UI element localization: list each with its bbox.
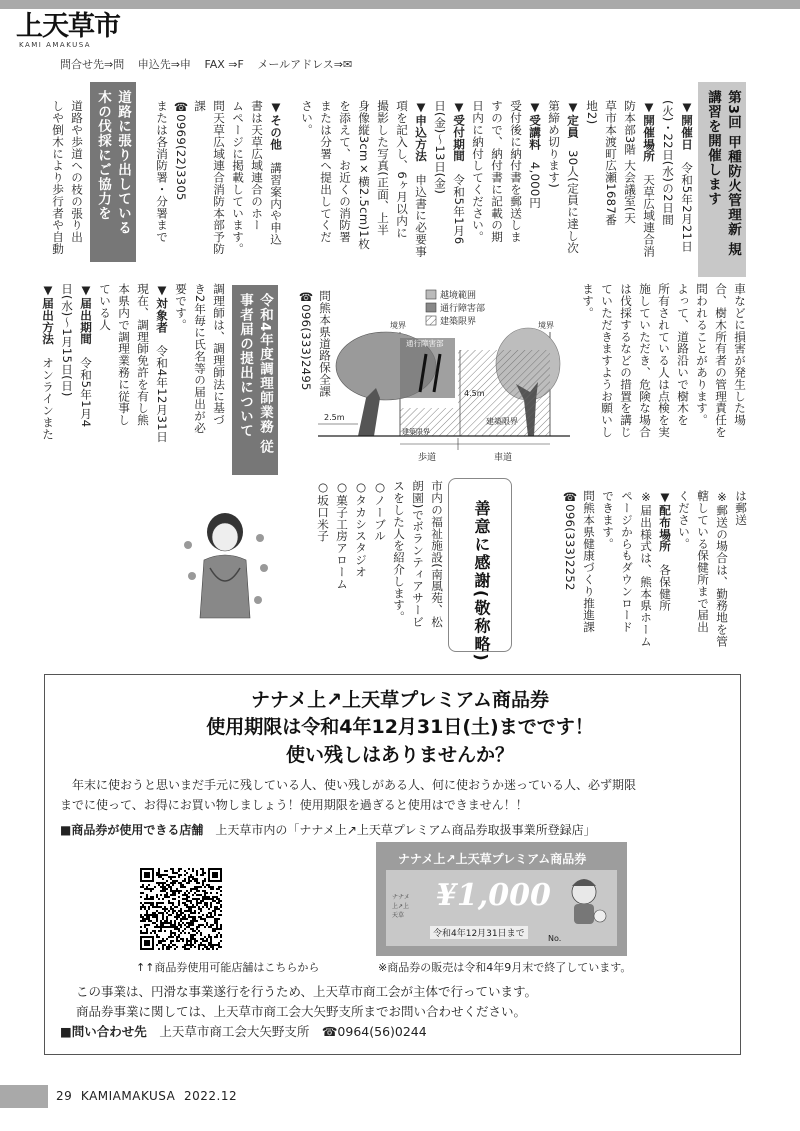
thanks-body: 市内の福祉施設(南風苑、松 朗園)でボランティアサービ スをした人を紹介します。 ○ノーブル ○タカシスタジオ ○菓子工房アローム ○坂口米子	[306, 480, 446, 655]
label-build-limit-right: 建築限界	[486, 417, 518, 426]
logo	[16, 12, 126, 52]
fire-section-title: 第3回 甲種防火管理新 規講習を開催します	[698, 82, 746, 277]
bowing-woman-illustration	[178, 510, 273, 620]
tree-section-title: 道路に張り出している 木の伐採にご協力を	[90, 82, 136, 262]
tree-section-body-2: 車などに損害が発生した場 合、樹木所有者の管理責任を 問われることがあります。 よって、道路沿いで樹木を 所有されている人は点検を実 施していただき、危険な場合 は伐採するなどの措置を講じ ていただきますようお願いし ます。	[581, 283, 747, 438]
legend-apply: 申込先⇒申	[137, 58, 191, 71]
tree-section-contact: 問熊本県道路保全課 ☎096(333)2495	[299, 290, 332, 398]
fire-section-other: ▼その他 講習案内や申込 書は天草広域連合のホー ムページに掲載しています。 問天草広域連合消防本部予防 課 ☎0969(22)3305 または各消防署・分署まで	[155, 100, 283, 255]
legend-inquiry: 問合せ先⇒問	[60, 58, 125, 71]
top-bar	[0, 0, 800, 9]
thanks-name-1: ○ノーブル	[373, 480, 387, 542]
thanks-name-3: ○菓子工房アローム	[335, 480, 349, 590]
label-right-boundary: 境界	[538, 321, 554, 330]
page-footer	[0, 1085, 800, 1108]
voucher-contact: ■問い合わせ先 上天草市商工会大矢野支所 ☎0964(56)0244	[60, 1024, 427, 1039]
qr-caption: ↑↑商品券使用可能店舗はこちらから	[136, 961, 320, 974]
qr-code[interactable]	[140, 868, 222, 950]
voucher-title-1: ナナメ上↗上天草プレミアム商品券	[250, 689, 550, 711]
legend-email: メールアドレス⇒✉	[257, 58, 353, 71]
cook-section-body-2: は郵送 ※郵送の場合は、勤務地を管 轄している保健所まで届出 ください。 ▼配布場所 各保健所 ※届出様式は、熊本県ホーム ページからもダウンロード できます。 問熊本県健康づくり推進課 ☎096(333)2252	[563, 490, 748, 648]
thanks-title: 善意に感謝(敬称略)	[472, 500, 491, 663]
mascot-icon	[562, 876, 608, 932]
magazine-name: KAMIAMAKUSA	[80, 1089, 176, 1103]
label-roadway: 車道	[494, 453, 513, 463]
footer-bar	[0, 1085, 48, 1108]
page-number: 29	[56, 1089, 73, 1103]
legend-obstruction: 通行障害部	[440, 304, 486, 314]
voucher-closing: この事業は、円滑な事業遂行を行うため、上天草市商工会が主体で行っています。 商品券事業に関しては、上天草市商工会大矢野支所までお問い合わせください。	[76, 984, 538, 1019]
ticket-brand: ナナメ上↗上天草	[392, 894, 410, 919]
diagram-legend	[426, 289, 485, 327]
footer-text	[56, 1089, 237, 1103]
ticket-number: No.	[548, 934, 562, 943]
label-left-boundary: 境界	[390, 321, 406, 330]
contact-legend	[60, 56, 362, 72]
voucher-title-3: 使い残しはありませんか？	[285, 744, 514, 766]
label-height-2-5m: 2.5m	[324, 413, 345, 422]
label-build-limit-left: 建築限界	[402, 428, 430, 436]
fire-section-body: ▼開催日 令和5年2月21日 (火)・22日(水)の2日間 ▼開催場所 天草広域連合消 防本部3階 大会議室(天 草市本渡町広瀬1687番 地2) ▼定員 30人(定員に達し次 第締め切ります) ▼受講料 4,000円 受付後に納付書を郵送しま すので、納付書に記載の期 日内に納付してください。 ▼受付期間 令和5年1月6 日(金)〜13日(金) ▼申込方法 申込書に必要事 項を記入し、6ヶ月以内に 撮影した写真(正面、上半 身像縦3cm×横2.5cm)1枚 を添えて、お近くの消防署 または分署へ提出してくだ さい。	[300, 100, 694, 258]
thanks-name-4: ○坂口米子	[316, 480, 330, 542]
thanks-name-2: ○タカシスタジオ	[354, 480, 368, 578]
label-height-4-5m: 4.5m	[464, 389, 485, 398]
voucher-stores: ■商品券が使用できる店舗 上天草市内の「ナナメ上↗上天草プレミアム商品券取扱事業所登録店」	[60, 823, 596, 837]
cook-section-title: 令和4年度調理師業務 従事者届の提出について	[232, 285, 278, 475]
voucher-title-2: 使用期限は令和4年12月31日(土)までです！	[206, 716, 594, 738]
voucher-ticket-image	[376, 842, 627, 956]
ticket-value: ¥1,000	[436, 878, 551, 913]
legend-build-limit: 建築限界	[440, 317, 477, 327]
tree-section-body-1: 道路や歩道への枝の張り出 しや倒木により歩行者や自動	[51, 100, 84, 255]
ticket-title: ナナメ上↗上天草プレミアム商品券	[398, 852, 587, 866]
ticket-expiry: 令和4年12月31日まで	[430, 926, 528, 939]
tree-clearance-diagram	[318, 288, 570, 464]
legend-overhang: 越境範囲	[440, 291, 477, 301]
label-obstruction: 通行障害部	[406, 339, 444, 348]
cook-section-body: 調理師は、調理師法に基づ き2年毎に氏名等の届出が必 要です。 ▼対象者 令和4年12月31日 現在、調理師免許を有し熊 本県内で調理業務に従事し ている人 ▼届出期間 令和5年1月4 日(水)〜1月15日(日) ▼届出方法 オンラインまた	[41, 283, 226, 443]
ticket-caption: ※商品券の販売は令和4年9月末で終了しています。	[378, 961, 632, 974]
label-sidewalk: 歩道	[418, 453, 437, 463]
logo-text: 上天草市	[16, 11, 120, 42]
voucher-paragraph: 年末に使おうと思いまだ手元に残している人、使い残しがある人、何に使おうか迷っている人、必ず期限 までに使って、お得にお買い物しましょう！使用期限を過ぎると使用はできません！！	[60, 778, 637, 812]
legend-fax: FAX ⇒F	[204, 58, 244, 71]
logo-subtext: KAMI AMAKUSA	[19, 41, 92, 49]
issue-date: 2022.12	[183, 1089, 238, 1103]
